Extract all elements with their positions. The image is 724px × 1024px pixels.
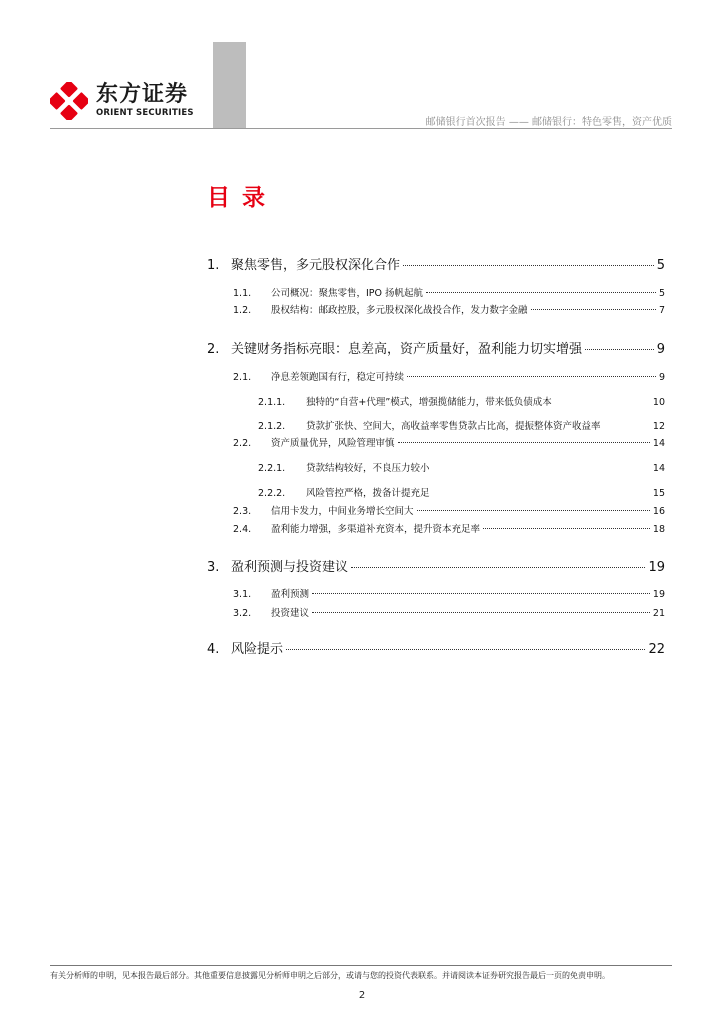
toc-entry-number: 3.1. — [233, 589, 252, 600]
toc-entry-number: 1.1. — [233, 288, 252, 299]
toc-entry-title: 资产质量优异，风险管理审慎 — [271, 438, 395, 449]
toc-entry-page: 21 — [652, 608, 665, 619]
toc-entry-number: 2.2.1. — [258, 463, 286, 474]
toc-entry[interactable] — [207, 338, 665, 356]
toc-entry-title: 风险提示 — [231, 642, 284, 657]
toc-entry-number: 2.2.2. — [258, 488, 286, 499]
toc-entry-number: 2.2. — [233, 438, 252, 449]
toc-entry-title: 独特的“自营+代理”模式，增强揽储能力，带来低负债成本 — [306, 397, 552, 408]
toc-entry-page: 19 — [648, 560, 665, 575]
toc-entry[interactable] — [233, 435, 665, 449]
toc-entry-page: 14 — [652, 438, 665, 449]
toc-entry[interactable] — [207, 254, 665, 272]
toc-dot-leader — [312, 612, 650, 613]
toc-entry-title: 贷款结构较好，不良压力较小 — [306, 463, 430, 474]
toc-entry-page: 15 — [652, 488, 665, 499]
toc-entry-page: 9 — [658, 372, 665, 383]
toc-entry-title: 净息差领跑国有行，稳定可持续 — [271, 372, 405, 383]
toc-dot-leader — [286, 649, 645, 650]
toc-entry-title: 盈利预测 — [271, 589, 310, 600]
company-logo — [50, 82, 200, 122]
toc-dot-leader — [312, 593, 650, 594]
toc-entry-page: 5 — [658, 288, 665, 299]
toc-entry-page: 9 — [656, 342, 665, 357]
toc-dot-leader — [351, 567, 645, 568]
header-divider — [50, 128, 672, 129]
toc-entry[interactable] — [258, 460, 665, 474]
toc-entry-title: 投资建议 — [271, 608, 310, 619]
logo-english-name: ORIENT SECURITIES — [96, 108, 194, 118]
toc-entry-page: 14 — [652, 463, 665, 474]
toc-entry-number: 3.2. — [233, 608, 252, 619]
toc-entry-page: 10 — [652, 397, 665, 408]
toc-entry-page: 22 — [648, 642, 665, 657]
toc-dot-leader — [403, 265, 654, 266]
toc-entry[interactable] — [258, 418, 665, 432]
toc-entry-number: 2.1.2. — [258, 421, 286, 432]
toc-entry-number: 3. — [207, 560, 220, 575]
toc-entry-page: 7 — [658, 305, 665, 316]
toc-entry-number: 4. — [207, 642, 220, 657]
toc-dot-leader — [417, 510, 650, 511]
header-grey-bar — [213, 42, 246, 128]
toc-entry[interactable] — [233, 605, 665, 619]
toc-entry-number: 2.1.1. — [258, 397, 286, 408]
toc-entry-page: 16 — [652, 506, 665, 517]
toc-entry-title: 股权结构：邮政控股，多元股权深化战投合作，发力数字金融 — [271, 305, 528, 316]
toc-entry[interactable] — [207, 638, 665, 656]
toc-entry[interactable] — [207, 556, 665, 574]
toc-entry-title: 盈利能力增强，多渠道补充资本，提升资本充足率 — [271, 524, 481, 535]
report-header-title: 邮储银行首次报告 —— 邮储银行：特色零售，资产优质 — [425, 117, 672, 128]
toc-dot-leader — [585, 349, 654, 350]
toc-title: 目录 — [207, 185, 277, 211]
toc-dot-leader — [426, 292, 656, 293]
footer-disclaimer: 有关分析师的申明，见本报告最后部分。其他重要信息披露见分析师申明之后部分，或请与您的投资代表联系。并请阅读本证券研究报告最后一页的免责申明。 — [50, 971, 610, 980]
page-number: 2 — [358, 990, 366, 1001]
toc-entry-number: 2.3. — [233, 506, 252, 517]
toc-entry[interactable] — [233, 302, 665, 316]
toc-entry-title: 信用卡发力，中间业务增长空间大 — [271, 506, 414, 517]
toc-dot-leader — [407, 376, 656, 377]
toc-entry-page: 19 — [652, 589, 665, 600]
toc-entry-title: 盈利预测与投资建议 — [231, 560, 349, 575]
toc-entry-page: 18 — [652, 524, 665, 535]
toc-entry-title: 风险管控严格，拨备计提充足 — [306, 488, 430, 499]
toc-entry-number: 2.4. — [233, 524, 252, 535]
toc-entry-title: 公司概况：聚焦零售，IPO 扬帆起航 — [271, 288, 424, 299]
toc-entry[interactable] — [233, 369, 665, 383]
toc-entry[interactable] — [233, 586, 665, 600]
toc-entry-title: 聚焦零售，多元股权深化合作 — [231, 258, 401, 273]
toc-entry-page: 12 — [652, 421, 665, 432]
toc-entry-number: 1.2. — [233, 305, 252, 316]
toc-entry-number: 2. — [207, 342, 220, 357]
toc-entry[interactable] — [258, 485, 665, 499]
toc-dot-leader — [531, 309, 656, 310]
toc-entry[interactable] — [233, 285, 665, 299]
toc-entry[interactable] — [233, 521, 665, 535]
logo-chinese-name: 东方证券 — [96, 82, 189, 107]
toc-entry-title: 贷款扩张快、空间大，高收益率零售贷款占比高，提振整体资产收益率 — [306, 421, 601, 432]
footer-divider — [50, 965, 672, 966]
toc-entry-page: 5 — [656, 258, 665, 273]
toc-dot-leader — [398, 442, 650, 443]
toc-entry[interactable] — [233, 503, 665, 517]
toc-entry-number: 1. — [207, 258, 220, 273]
orient-logo-icon — [50, 82, 88, 120]
toc-dot-leader — [483, 528, 650, 529]
toc-entry[interactable] — [258, 394, 665, 408]
toc-entry-number: 2.1. — [233, 372, 252, 383]
toc-entry-title: 关键财务指标亮眼：息差高，资产质量好，盈利能力切实增强 — [231, 342, 583, 357]
